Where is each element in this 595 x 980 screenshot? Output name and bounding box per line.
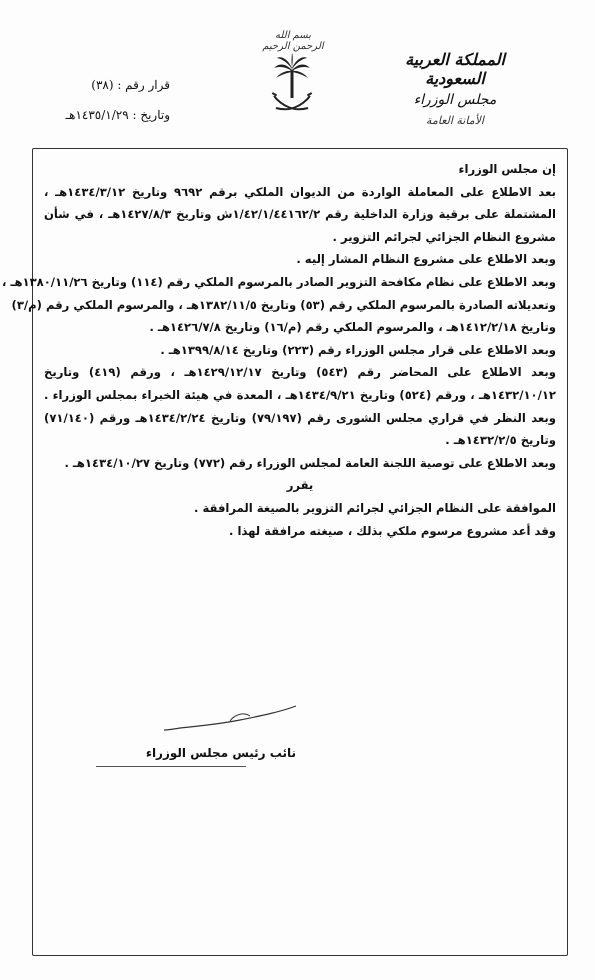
body-line: وبعد الاطلاع على توصية اللجنة العامة لمجلس الوزراء رقم (٧٧٢) وتاريخ ١٤٣٤/١٠/٢٧هـ .: [64, 455, 556, 470]
decision-body: [2, 158, 556, 542]
signature-scribble-icon: [160, 702, 300, 732]
body-line: وبعد النظر في قراري مجلس الشورى رقم (٧٩/١٩٧) وتاريخ ١٤٣٤/٢/٢٤هـ ورقم (٧١/١٤٠): [44, 410, 556, 425]
body-line: وتعديلاته الصادرة بالمرسوم الملكي رقم (٥٣) وتاريخ ١٣٨٢/١١/٥هـ ، والمرسوم الملكي رقم (م/٣): [11, 297, 556, 312]
saudi-emblem-icon: [270, 52, 314, 122]
body-line: وبعد الاطلاع على مشروع النظام المشار إليه .: [296, 252, 556, 267]
resolution-heading: يقرر: [286, 478, 314, 493]
secretariat-name: الأمانة العامة: [426, 114, 484, 127]
body-line: وتاريخ ١٤١٢/٢/١٨هـ ، والمرسوم الملكي رقم (م/١٦) وتاريخ ١٤٢٦/٧/٨هـ .: [149, 320, 556, 335]
body-line: مشروع النظام الجزائي لجرائم التزوير .: [332, 229, 556, 244]
body-line: وقد أعد مشروع مرسوم ملكي بذلك ، صيغته مرافقة لهذا .: [229, 523, 556, 538]
basmala: بسم الله الرحمن الرحيم: [262, 30, 324, 52]
body-line: وبعد الاطلاع على نظام مكافحة التزوير الصادر بالمرسوم الملكي رقم (١١٤) وتاريخ ١٣٨٠/١١/٢٦هـ ،: [2, 274, 556, 289]
body-line: الموافقة على النظام الجزائي لجرائم التزوير بالصيغة المرافقة .: [194, 500, 556, 515]
decision-reference: [40, 70, 170, 130]
body-line: وبعد الاطلاع على قرار مجلس الوزراء رقم (٢٢٣) وتاريخ ١٣٩٩/٨/١٤هـ .: [160, 342, 556, 357]
decision-number: قرار رقم : (٣٨): [91, 78, 170, 92]
body-line: وتاريخ ١٤٣٢/٢/٥هـ .: [445, 433, 556, 448]
letterhead: [380, 50, 530, 127]
body-line: ١٤٣٢/١٠/١٢هـ ، ورقم (٥٢٤) وتاريخ ١٤٣٤/٩/٢١هـ ، المعدة في هيئة الخبراء بمجلس الوزراء .: [44, 387, 556, 402]
signatory-title: نائب رئيس مجلس الوزراء: [145, 746, 296, 760]
decision-date: وتاريخ : ١٤٣٥/١/٢٩هـ: [65, 108, 170, 122]
kingdom-name: المملكة العربية السعودية: [405, 50, 505, 88]
body-line: المشتملة على برقية وزارة الداخلية رقم ١/٤٢/١/٤٤١٦٢/٢ش وتاريخ ١٤٢٧/٨/٣هـ ، في شأن: [44, 207, 556, 222]
body-line: إن مجلس الوزراء: [458, 162, 556, 176]
council-name: مجلس الوزراء: [413, 92, 497, 108]
body-line: بعد الاطلاع على المعاملة الواردة من الديوان الملكي برقم ٩٦٩٢ وتاريخ ١٤٣٤/٣/١٢هـ ،: [44, 184, 556, 199]
signature-underline: [96, 766, 246, 767]
body-line: وبعد الاطلاع على المحاضر رقم (٥٤٣) وتاريخ ١٤٢٩/١٢/١٧هـ ، ورقم (٤١٩) وتاريخ: [44, 365, 556, 380]
